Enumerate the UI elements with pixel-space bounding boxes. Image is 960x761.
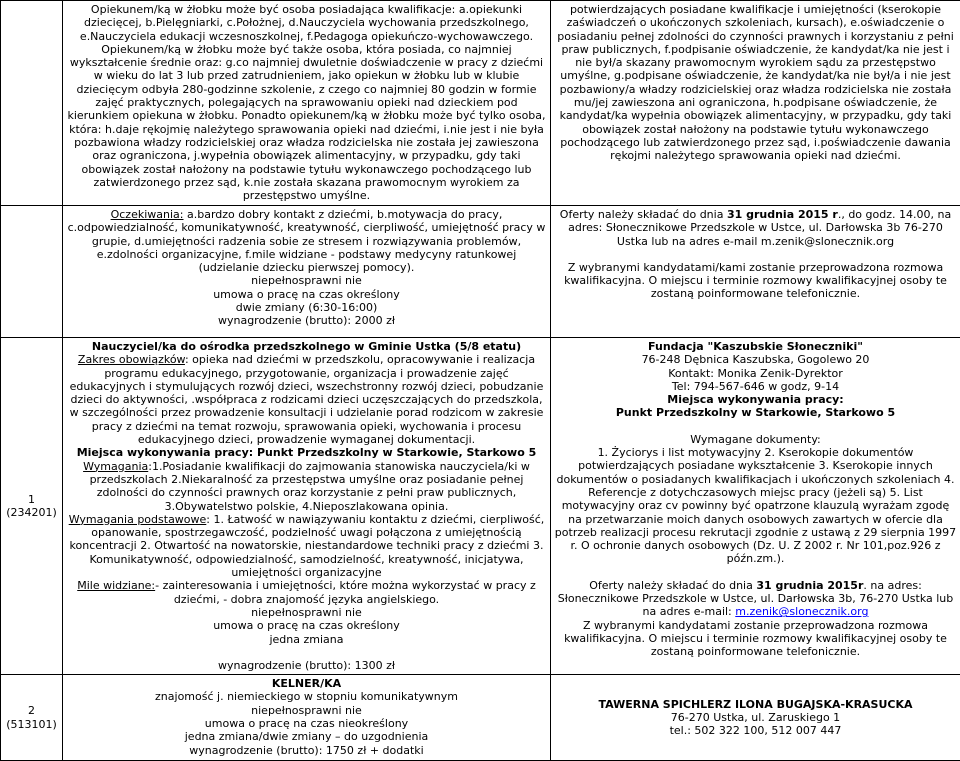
contract-type: umowa o pracę na czas określony: [66, 619, 547, 632]
work-location-label: Miejsca wykonywania pracy:: [667, 393, 843, 406]
employer-cell: Fundacja "Kaszubskie Słoneczniki" 76-248 Dębnica Kaszubska, Gogolewo 20 Kontakt: Monika Zenik-Dyrektor Tel: 794-567-646 w godz, 9-14 Miejsca wykonywania pracy: Punkt Przedszkolny w Starkowie, Starkowo 5 Wymagane dokumenty: 1. Życiorys i list motywacyjny 2. Kserokopie dokumentów potwierdzających posiadane wykształcenie 3. Kserokopie innych dokumentów o posiadanych kwalifikacjach i ukończonych szkoleniach 4. Referencje z dotychczasowych miejsc pracy (jeżeli są) 5. List motywacyjny oraz cv powinny być opatrzone klauzulą wyrażam zgodę na przetwarzanie moich danych osobowych zawartych w ofercie dla potrzeb realizacji procesu rekrutacji zgodnie z ustawą z 29 sierpnia 1997 r. O ochronie danych osobowych (Dz. U. Z 2002 r. Nr 101,poz.926 z późn.zm.). Oferty należy składać do dnia 31 grudnia 2015r. na adres: Słonecznikowe Przedszkole w Ustce, ul. Darłowska 3b, 76-270 Ustka lub na adres e-mail: m.zenik@slonecznik.org Z wybranymi kandydatami zostanie przeprowadzona rozmowa kwalifikacyjna. O miejscu i terminie rozmowy kwalifikacyjnej osoby te zostaną poinformowane telefonicznie.: [551, 338, 960, 675]
employer-contact: Kontakt: Monika Zenik-Dyrektor: [554, 367, 957, 380]
documents-heading: Wymagane dokumenty:: [554, 433, 957, 446]
row-number: 2: [4, 704, 59, 717]
employer-address: 76-248 Dębnica Kaszubska, Gogolewo 20: [554, 353, 957, 366]
row-number-cell: [1, 206, 63, 338]
offer-contact-cell: Oferty należy składać do dnia 31 grudnia 2015 r., do godz. 14.00, na adres: Słonecznikowe Przedszkole w Ustce, ul. Darłowska 3b 76-270 Ustka lub na adres e-mail m.zenik@slonecznik.org Z wybranymi kandydatami/kami zostanie przeprowadzona rozmowa kwalifikacyjna. O miejscu i terminie rozmowy kwalifikacyjnej osoby te zostaną poinformowane telefonicznie.: [551, 206, 960, 338]
documents-text: potwierdzających posiadane kwalifikacje i umiejętności (kserokopie zaświadczeń o ukończonych szkoleniach, kursach), e.oświadczenie o posiadaniu pełnej zdolności do czynności prawnych i korzystaniu z pełni praw publicznych, f.podpisanie oświadczenie, że kandydat/ka nie jest i nie był/a skazany prawomocnym wyrokiem sądu za przestępstwo umyślne, g.podpisane oświadczenie, że kandydat/ka nie był/a i nie jest pozbawiony/a władzy rodzicielskiej oraz władza rodzicielska nie została mu/jej zawieszona ani ograniczona, h.podpisane oświadczenie, że kandydat/ka wypełnia obowiązek alimentacyjny, w przypadku, gdy taki obowiązek został nałożony na podstawie tytułu wykonawczego pochodzącego lub zatwierdzonego przez sąd, i.poświadczenie dawania rękojmi należytego sprawowania opieki nad dziećmi.: [554, 3, 957, 163]
job-title: KELNER/KA: [272, 677, 341, 690]
email-link[interactable]: m.zenik@slonecznik.org: [735, 605, 868, 618]
row-number: 1: [4, 493, 59, 506]
duties-text: : opieka nad dziećmi w przedszkolu, opracowywanie i realizacja programu edukacyjnego, przygotowanie, organizacja i prowadzenie zajęć edukacyjnych i stymulujących rozwój dzieci, wszechstronny rozwój dzieci, pobudzanie dzieci do aktywności, .współpraca z rodzicami dzieci uczęszczających do przedszkola, w szczególności przez prowadzenie konsultacji i udzielanie porad rodzicom w zakresie pracy z dziećmi na temat rozwoju, sprawowania opieki, wychowania i procesu edukacyjnego dzieci, prowadzenie wymaganej dokumentacji.: [70, 353, 544, 446]
table-row: [1, 675, 960, 761]
salary-info: wynagrodzenie (brutto): 2000 zł: [66, 314, 547, 327]
shift-info: jedna zmiana/dwie zmiany – do uzgodnienia: [66, 730, 547, 743]
job-description-cell: [63, 338, 551, 675]
employer-address: 76-270 Ustka, ul. Zaruskiego 1: [554, 711, 957, 724]
language-requirement: znajomość j. niemieckiego w stopniu komunikatywnym: [66, 690, 547, 703]
expectations-label: Oczekiwania:: [111, 208, 184, 221]
salary-info: wynagrodzenie (brutto): 1300 zł: [66, 659, 547, 672]
documents-text: 1. Życiorys i list motywacyjny 2. Kserokopie dokumentów potwierdzających posiadane wykształcenie 3. Kserokopie innych dokumentów o posiadanych kwalifikacjach i ukończonych szkoleniach 4. Referencje z dotychczasowych miejsc pracy (jeżeli są) 5. List motywacyjny oraz cv powinny być opatrzone klauzulą wyrażam zgodę na przetwarzanie moich danych osobowych zawartych w ofercie dla potrzeb realizacji procesu rekrutacji zgodnie z ustawą z 29 sierpnia 1997 r. O ochronie danych osobowych (Dz. U. Z 2002 r. Nr 101,poz.926 z późn.zm.).: [554, 446, 957, 566]
disabled-info: niepełnosprawni nie: [66, 704, 547, 717]
employer-phone: tel.: 502 322 100, 512 007 447: [554, 724, 957, 737]
deadline-date: 31 grudnia 2015 r: [727, 208, 838, 221]
interview-info: Z wybranymi kandydatami/kami zostanie przeprowadzona rozmowa kwalifikacyjna. O miejscu i terminie rozmowy kwalifikacyjnej osoby te zostaną poinformowane telefonicznie.: [554, 261, 957, 301]
requirements-label: Wymagania: [83, 460, 148, 473]
employer-phone: Tel: 794-567-646 w godz, 9-14: [554, 380, 957, 393]
disabled-info: niepełnosprawni nie: [66, 274, 547, 287]
interview-info: Z wybranymi kandydatami zostanie przeprowadzona rozmowa kwalifikacyjna. O miejscu i terminie rozmowy kwalifikacyjnej osoby te zostaną poinformowane telefonicznie.: [554, 619, 957, 659]
shift-info: dwie zmiany (6:30-16:00): [66, 301, 547, 314]
employer-name: TAWERNA SPICHLERZ ILONA BUGAJSKA-KRASUCKA: [598, 698, 912, 711]
basic-requirements-label: Wymagania podstawowe: [69, 513, 207, 526]
table-row: [1, 1, 960, 206]
requirements-cell: [63, 1, 551, 206]
deadline-date: 31 grudnia 2015r: [756, 579, 863, 592]
work-location: Miejsca wykonywania pracy: Punkt Przedszkolny w Starkowie, Starkowo 5: [77, 446, 537, 459]
shift-info: jedna zmiana: [66, 633, 547, 646]
expectations-cell: [63, 206, 551, 338]
job-title: Nauczyciel/ka do ośrodka przedszkolnego w Gminie Ustka (5/8 etatu): [92, 340, 521, 353]
requirements-text: :1.Posiadanie kwalifikacji do zajmowania stanowiska nauczyciela/ki w przedszkolach 2.Niekaralność za przestępstwa umyślne oraz posiadanie pełnej zdolności do czynności prawnych oraz korzystanie z pełni praw publicznych, 3.Obywatelstwo polskie, 4.Nieposzlakowana opinia.: [90, 460, 530, 513]
employer-cell: [551, 675, 960, 761]
table-row: [1, 206, 960, 338]
requirements-text: Opiekunem/ką w żłobku może być osoba posiadająca kwalifikacje: a.opiekunki dziecięcej, b.Pielęgniarki, c.Położnej, d.Nauczyciela wychowania przedszkolnego, e.Nauczyciela edukacji wczesnoszkolnej, f.Pedagoga opiekuńczo-wychowawczego. Opiekunem/ką w żłobku może być także osoba, która posiada, co najmniej wykształcenie średnie oraz: g.co najmniej dwuletnie doświadczenie w pracy z dziećmi w wieku do lat 3 lub przed zatrudnieniem, jako opiekun w żłobku lub w klubie dziecięcym odbyła 280-godzinne szkolenie, z czego co najmniej 80 godzin w formie zajęć praktycznych, polegających na sprawowaniu opieki nad dzieckiem pod kierunkiem opiekuna w żłobku. Ponadto opiekunem/ką w żłobku może być tylko osoba, która: h.daje rękojmię należytego sprawowania opieki nad dziećmi, i.nie jest i nie była pozbawiona władzy rodzicielskiej oraz władza rodzicielska nie została jej zawieszona oraz ograniczona, j.wypełnia obowiązek alimentacyjny, w przypadku, gdy taki obowiązek został nałożony na podstawie tytułu wykonawczego pochodzącego lub zatwierdzonego przez sąd, k.nie została skazana prawomocnym wyrokiem za przestępstwo umyślne.: [66, 3, 547, 202]
salary-info: wynagrodzenie (brutto): 1750 zł + dodatki: [66, 744, 547, 757]
contract-type: umowa o pracę na czas określony: [66, 288, 547, 301]
duties-label: Zakres obowiązków: [78, 353, 185, 366]
expectations-text: a.bardzo dobry kontakt z dziećmi, b.motywacja do pracy, c.odpowiedzialność, komunikatywność, kreatywność, cierpliwość, umiejętność pracy w grupie, d.umiejętności radzenia sobie ze stresem i rozwiązywania problemów, e.zdolności organizacyjne, f.mile widziane - podstawy medycyny ratunkowej (udzielanie dziecku pierwszej pomocy).: [68, 208, 546, 274]
row-number-cell: [1, 675, 63, 761]
row-number-cell: [1, 338, 63, 675]
work-location: Punkt Przedszkolny w Starkowie, Starkowo 5: [616, 406, 895, 419]
row-number-cell: [1, 1, 63, 206]
occupation-code: (513101): [4, 718, 59, 731]
documents-cell: [551, 1, 960, 206]
nice-to-have-label: Mile widziane:: [77, 579, 155, 592]
occupation-code: (234201): [4, 506, 59, 519]
job-description-cell: [63, 675, 551, 761]
disabled-info: niepełnosprawni nie: [66, 606, 547, 619]
nice-to-have-text: - zainteresowania i umiejętności, które można wykorzystać w pracy z dziećmi, - dobra znajomość języka angielskiego.: [155, 579, 536, 605]
basic-requirements-text: : 1. Łatwość w nawiązywaniu kontaktu z dziećmi, cierpliwość, opanowanie, spostrzegawczość, podzielność uwagi połączona z umiejętnością koncentracji 2. Otwartość na nowatorskie, niestandardowe techniki pracy z dziećmi 3. Komunikatywność, odpowiedzialność, samodzielność, kreatywność, inicjatywa, umiejętności organizacyjne: [70, 513, 545, 579]
contract-type: umowa o pracę na czas nieokreślony: [66, 717, 547, 730]
table-row: [1, 338, 960, 675]
employer-name: Fundacja "Kaszubskie Słoneczniki": [648, 340, 863, 353]
